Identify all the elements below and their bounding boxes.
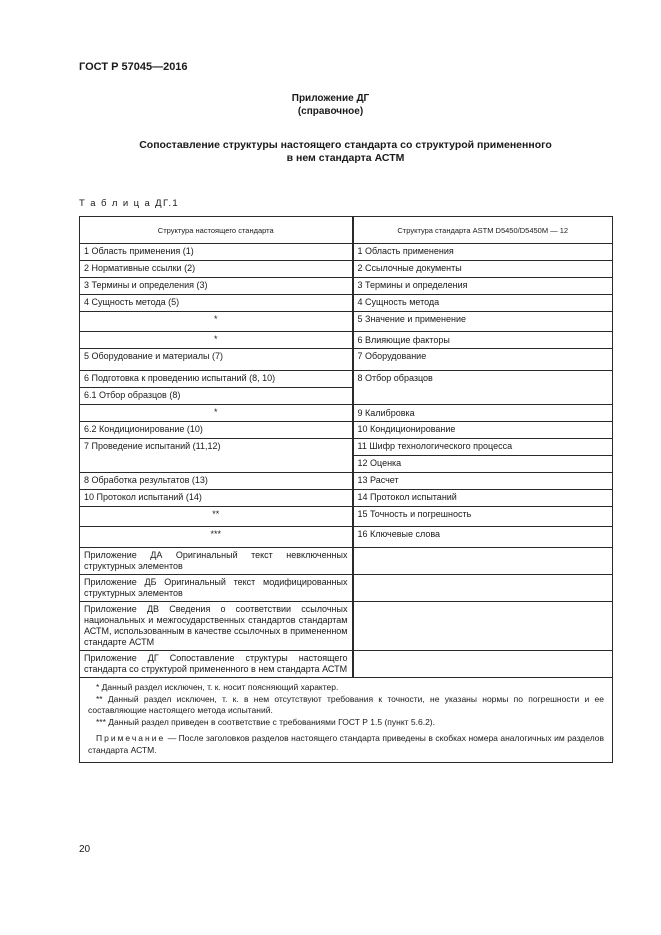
note-text: — После заголовков разделов настоящего стандарта приведены в скобках номера аналогичных им разделов стандарта АСТМ. <box>88 733 604 755</box>
table-header-row <box>80 217 613 244</box>
table-cell-left: 2 Нормативные ссылки (2) <box>80 261 353 278</box>
table-cell-right: 15 Точность и погрешность <box>353 507 613 527</box>
table-row <box>80 261 613 278</box>
document-title-line-1: Сопоставление структуры настоящего стандарта со структурой примененного <box>139 139 552 151</box>
appendix-title: Приложение ДГ <box>291 93 370 104</box>
table-row <box>80 371 613 388</box>
table-row <box>80 548 613 575</box>
table-cell-right: 13 Расчет <box>353 473 613 490</box>
page-number: 20 <box>79 844 91 855</box>
table-row <box>80 439 613 456</box>
table-cell-left: ** <box>80 507 353 527</box>
table-cell-left: 6 Подготовка к проведению испытаний (8, 10) <box>80 371 353 388</box>
table-cell-left: 7 Проведение испытаний (11,12) <box>80 439 353 473</box>
footnote-2: ** Данный раздел исключен, т. к. в нем отсутствуют требования к точности, не указаны нормы по погрешности и ее составляющие настоящего метода испытаний. <box>88 693 604 715</box>
table-row <box>80 405 613 422</box>
table-cell-left: 6.2 Кондиционирование (10) <box>80 422 353 439</box>
table-footnotes <box>80 678 613 763</box>
table-cell-right-empty <box>353 602 613 651</box>
table-cell-right: 9 Калибровка <box>353 405 613 422</box>
table-row <box>80 473 613 490</box>
footnote-1: * Данный раздел исключен, т. к. носит поясняющий характер. <box>96 682 339 692</box>
table-caption: Т а б л и ц а ДГ.1 <box>79 198 180 209</box>
table-row <box>80 651 613 678</box>
table-row <box>80 312 613 332</box>
table-row <box>80 507 613 527</box>
table-cell-left: 10 Протокол испытаний (14) <box>80 490 353 507</box>
table-note <box>88 733 604 756</box>
table-cell-left: *** <box>80 527 353 548</box>
table-row <box>80 278 613 295</box>
header-cell-right: Структура стандарта ASTM D5450/D5450M — 12 <box>353 217 613 244</box>
table-cell-left: Приложение ДБ Оригинальный текст модифицированных структурных элементов <box>80 575 353 602</box>
table-cell-left: 1 Область применения (1) <box>80 244 353 261</box>
table-row <box>80 575 613 602</box>
table-cell-right: 10 Кондиционирование <box>353 422 613 439</box>
table-row <box>80 490 613 507</box>
header-cell-left: Структура настоящего стандарта <box>80 217 353 244</box>
table-cell-left: 5 Оборудование и материалы (7) <box>80 349 353 371</box>
table-cell-right: 12 Оценка <box>353 456 613 473</box>
table-cell-right: 4 Сущность метода <box>353 295 613 312</box>
table-row <box>80 295 613 312</box>
table-cell-left: 3 Термины и определения (3) <box>80 278 353 295</box>
table-cell-left: * <box>80 332 353 349</box>
appendix-heading <box>0 92 661 118</box>
document-title-line-2: в нем стандарта АСТМ <box>286 152 405 164</box>
structure-comparison-table <box>79 216 613 763</box>
note-label: Примечание <box>96 733 166 743</box>
table-row <box>80 527 613 548</box>
table-cell-right: 3 Термины и определения <box>353 278 613 295</box>
document-title <box>79 139 612 165</box>
table-cell-right: 14 Протокол испытаний <box>353 490 613 507</box>
table-footnotes-row <box>80 678 613 763</box>
table-cell-right: 8 Отбор образцов <box>353 371 613 405</box>
table-row <box>80 602 613 651</box>
table-cell-right: 5 Значение и применение <box>353 312 613 332</box>
table-cell-left: Приложение ДА Оригинальный текст невключенных структурных элементов <box>80 548 353 575</box>
footnote-3: *** Данный раздел приведен в соответствие с требованиями ГОСТ Р 1.5 (пункт 5.6.2). <box>96 716 435 727</box>
table-cell-right: 7 Оборудование <box>353 349 613 371</box>
table-cell-left: 6.1 Отбор образцов (8) <box>80 388 353 405</box>
appendix-subtitle: (справочное) <box>297 106 364 117</box>
table-cell-left: 4 Сущность метода (5) <box>80 295 353 312</box>
table-cell-right: 11 Шифр технологического процесса <box>353 439 613 456</box>
table-row <box>80 349 613 371</box>
document-header: ГОСТ Р 57045—2016 <box>79 61 188 73</box>
table-row <box>80 422 613 439</box>
table-cell-left: * <box>80 405 353 422</box>
table-cell-right: 1 Область применения <box>353 244 613 261</box>
table-cell-right-empty <box>353 548 613 575</box>
table-row <box>80 244 613 261</box>
table-cell-left: Приложение ДВ Сведения о соответствии ссылочных национальных и межгосударственных стандартов стандартам АСТМ, использованным в качестве ссылочных в примененном стандарте АСТМ <box>80 602 353 651</box>
table-cell-left: * <box>80 312 353 332</box>
table-cell-left: 8 Обработка результатов (13) <box>80 473 353 490</box>
table-row <box>80 332 613 349</box>
table-cell-right-empty <box>353 651 613 678</box>
table-cell-right: 16 Ключевые слова <box>353 527 613 548</box>
table-cell-right: 2 Ссылочные документы <box>353 261 613 278</box>
table-cell-left: Приложение ДГ Сопоставление структуры настоящего стандарта со структурой примененного в нем стандарта АСТМ <box>80 651 353 678</box>
table-cell-right: 6 Влияющие факторы <box>353 332 613 349</box>
table-cell-right-empty <box>353 575 613 602</box>
